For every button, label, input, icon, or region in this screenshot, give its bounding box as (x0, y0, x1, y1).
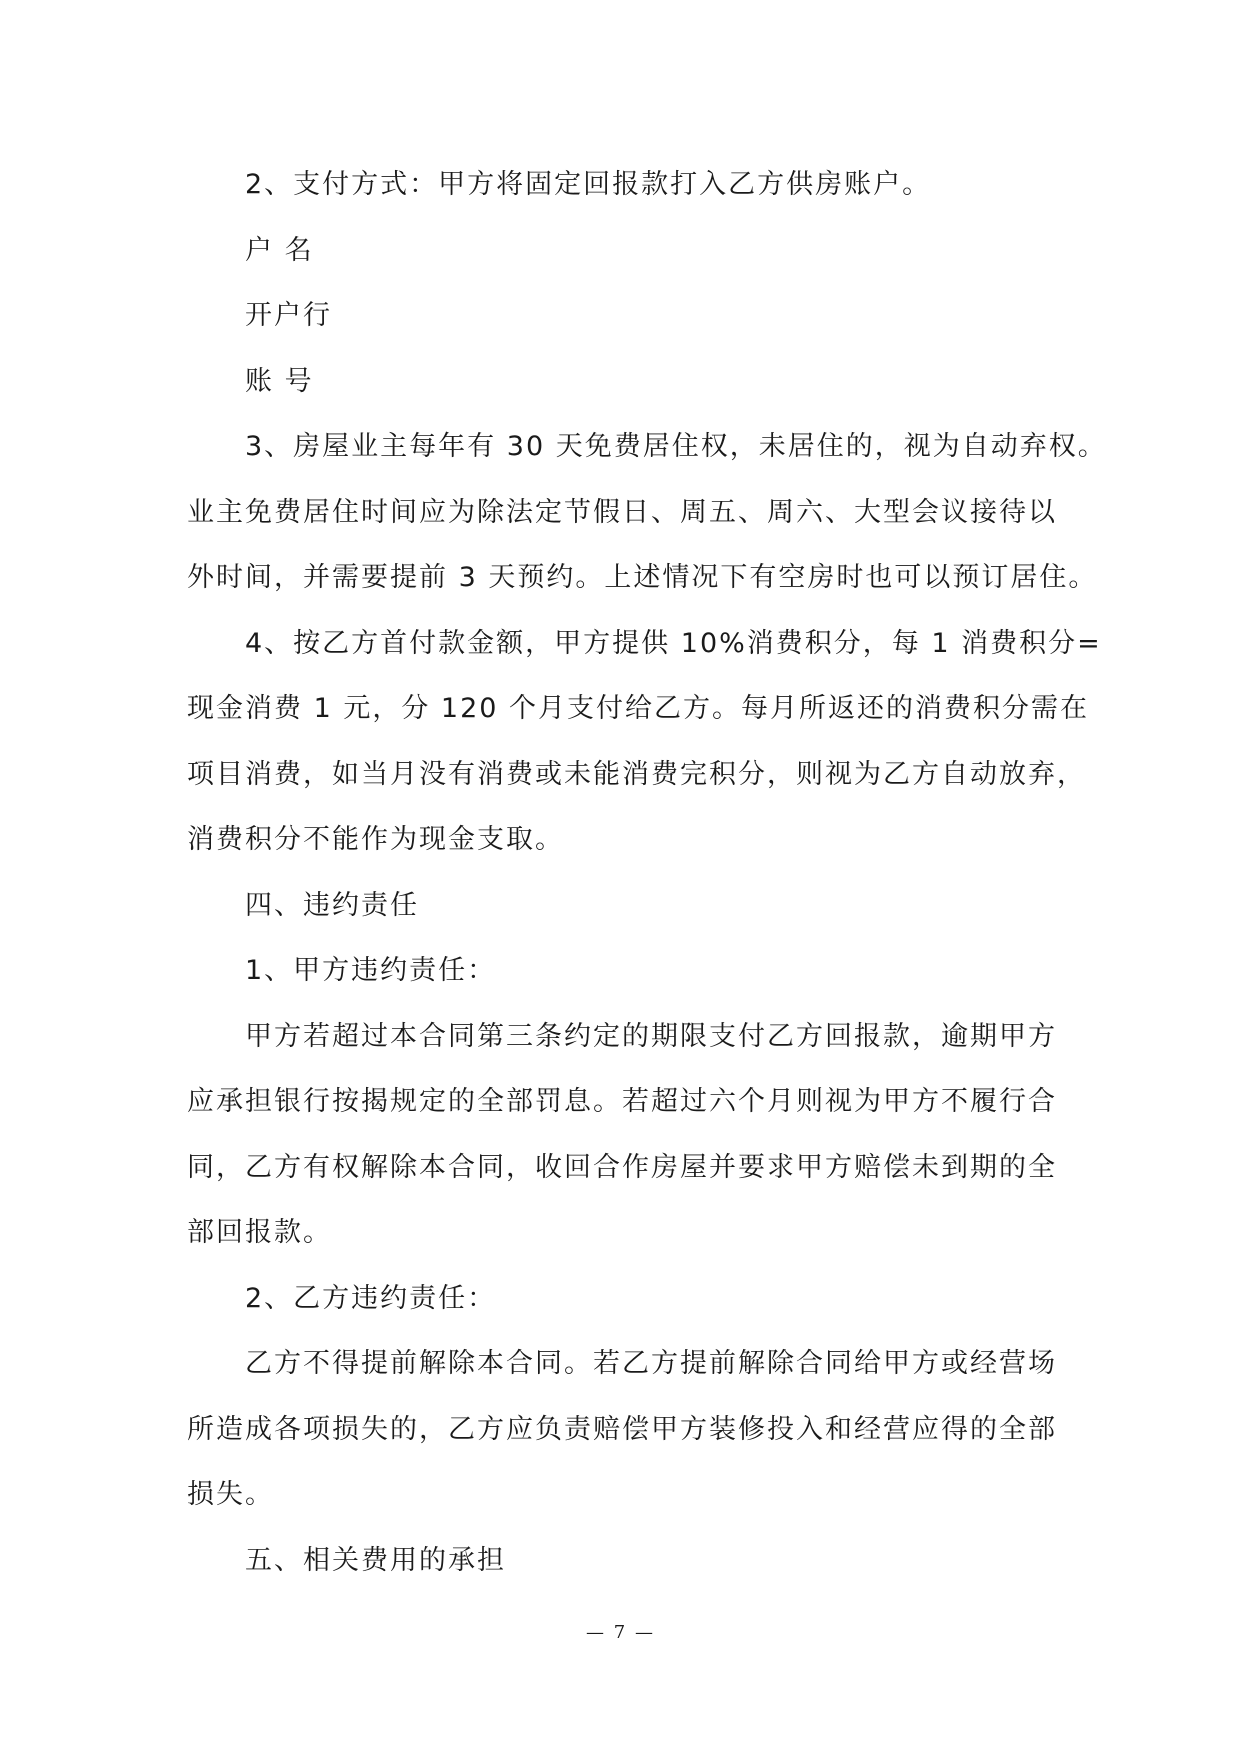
text-line: 账 号 (245, 365, 314, 397)
text-line: 外时间，并需要提前 3 天预约。上述情况下有空房时也可以预订居住。 (187, 562, 1098, 593)
text-line: 消费积分不能作为现金支取。 (187, 824, 564, 855)
text-line: 五、相关费用的承担 (245, 1544, 506, 1576)
text-line: 业主免费居住时间应为除法定节假日、周五、周六、大型会议接待以 (187, 496, 1057, 528)
text-line: 4、按乙方首付款金额，甲方提供 10%消费积分，每 1 消费积分= (245, 627, 1102, 659)
text-line: 乙方不得提前解除本合同。若乙方提前解除合同给甲方或经营场 (245, 1348, 1057, 1379)
text-line: 应承担银行按揭规定的全部罚息。若超过六个月则视为甲方不履行合 (187, 1086, 1057, 1117)
text-line: 现金消费 1 元，分 120 个月支付给乙方。每月所返还的消费积分需在 (187, 693, 1090, 724)
text-line: 项目消费，如当月没有消费或未能消费完积分，则视为乙方自动放弃， (187, 758, 1086, 790)
paragraph-payment-method (187, 152, 1067, 218)
section-heading-related-costs (187, 1528, 1067, 1594)
paragraph-party-b-liability (187, 1331, 1067, 1528)
document-body (187, 152, 1107, 1593)
paragraph-bank (187, 283, 1067, 349)
text-line: 甲方若超过本合同第三条约定的期限支付乙方回报款，逾期甲方 (245, 1020, 1057, 1052)
paragraph-account-name (187, 218, 1067, 284)
text-line: 开户行 (245, 300, 332, 331)
section-heading-breach-liability (187, 873, 1067, 939)
page-number: — 7 — (586, 1622, 655, 1643)
text-line: 1、甲方违约责任： (245, 955, 497, 986)
paragraph-account-number (187, 349, 1067, 415)
text-line: 部回报款。 (187, 1217, 332, 1248)
paragraph-consumption-points (187, 611, 1102, 873)
paragraph-free-stay (187, 414, 1107, 611)
text-line: 2、乙方违约责任： (245, 1282, 497, 1314)
text-line: 3、房屋业主每年有 30 天免费居住权，未居住的，视为自动弃权。 (245, 431, 1107, 462)
text-line: 四、违约责任 (245, 889, 419, 921)
subheading-party-b-liability (187, 1266, 1067, 1332)
text-line: 损失。 (187, 1479, 274, 1510)
paragraph-party-a-liability (187, 1004, 1067, 1266)
text-line: 户 名 (245, 234, 314, 266)
text-line: 同，乙方有权解除本合同，收回合作房屋并要求甲方赔偿未到期的全 (187, 1151, 1057, 1183)
text-line: 2、支付方式：甲方将固定回报款打入乙方供房账户。 (245, 169, 932, 200)
subheading-party-a-liability (187, 938, 1067, 1004)
text-line: 所造成各项损失的，乙方应负责赔偿甲方装修投入和经营应得的全部 (187, 1413, 1057, 1445)
